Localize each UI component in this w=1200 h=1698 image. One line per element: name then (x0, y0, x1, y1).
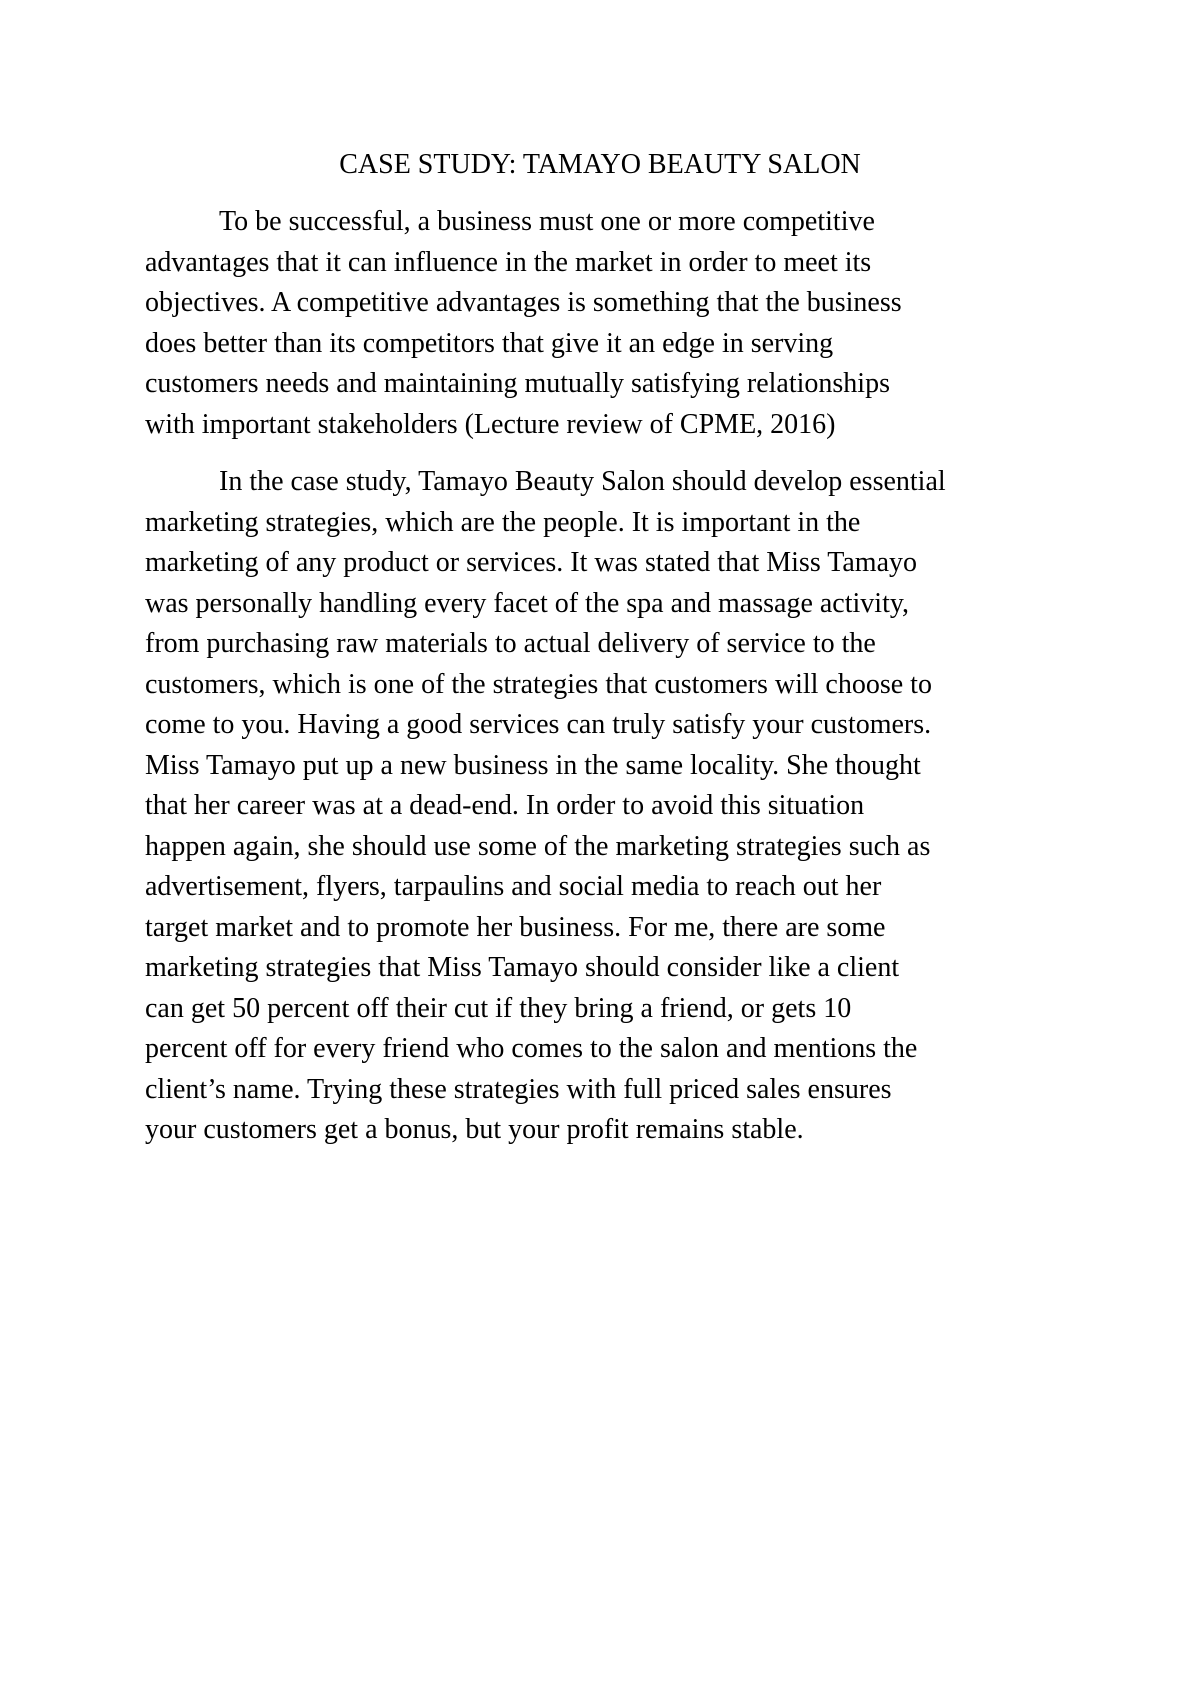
paragraph-line: target market and to promote her business. For me, there are some (145, 911, 886, 943)
paragraph-line: come to you. Having a good services can truly satisfy your customers. (145, 709, 932, 740)
paragraph-1 (145, 202, 1075, 445)
paragraph-line: was personally handling every facet of the spa and massage activity, (145, 587, 910, 619)
paragraph-line: marketing strategies that Miss Tamayo should consider like a client (145, 952, 900, 983)
paragraph-line: customers needs and maintaining mutually satisfying relationships (145, 368, 890, 399)
paragraph-line: from purchasing raw materials to actual delivery of service to the (145, 628, 876, 659)
paragraph-line: happen again, she should use some of the marketing strategies such as (145, 830, 931, 862)
paragraph-line: can get 50 percent off their cut if they bring a friend, or gets 10 (145, 992, 852, 1024)
paragraph-line: marketing of any product or services. It was stated that Miss Tamayo (145, 547, 917, 578)
paragraph-line: Miss Tamayo put up a new business in the same locality. She thought (145, 749, 921, 781)
paragraph-line: with important stakeholders (Lecture review of CPME, 2016) (145, 408, 836, 440)
paragraph-line: marketing strategies, which are the people. It is important in the (145, 506, 861, 538)
paragraph-line: advantages that it can influence in the market in order to meet its (145, 246, 872, 278)
paragraph-line: does better than its competitors that give it an edge in serving (145, 327, 834, 359)
paragraph-line: percent off for every friend who comes to the salon and mentions the (145, 1033, 918, 1064)
document-title: CASE STUDY: TAMAYO BEAUTY SALON (339, 149, 861, 180)
paragraph-line: that her career was at a dead-end. In order to avoid this situation (145, 790, 865, 821)
paragraph-line: objectives. A competitive advantages is something that the business (145, 287, 902, 318)
paragraph-line: client’s name. Trying these strategies with full priced sales ensures (145, 1073, 892, 1105)
paragraph-line: advertisement, flyers, tarpaulins and social media to reach out her (145, 871, 882, 902)
paragraph-line: your customers get a bonus, but your profit remains stable. (145, 1114, 804, 1145)
paragraph-line: To be successful, a business must one or more competitive (219, 206, 875, 237)
paragraph-2 (145, 462, 1075, 1151)
paragraph-line: In the case study, Tamayo Beauty Salon should develop essential (219, 466, 946, 497)
paragraph-line: customers, which is one of the strategies that customers will choose to (145, 668, 932, 700)
